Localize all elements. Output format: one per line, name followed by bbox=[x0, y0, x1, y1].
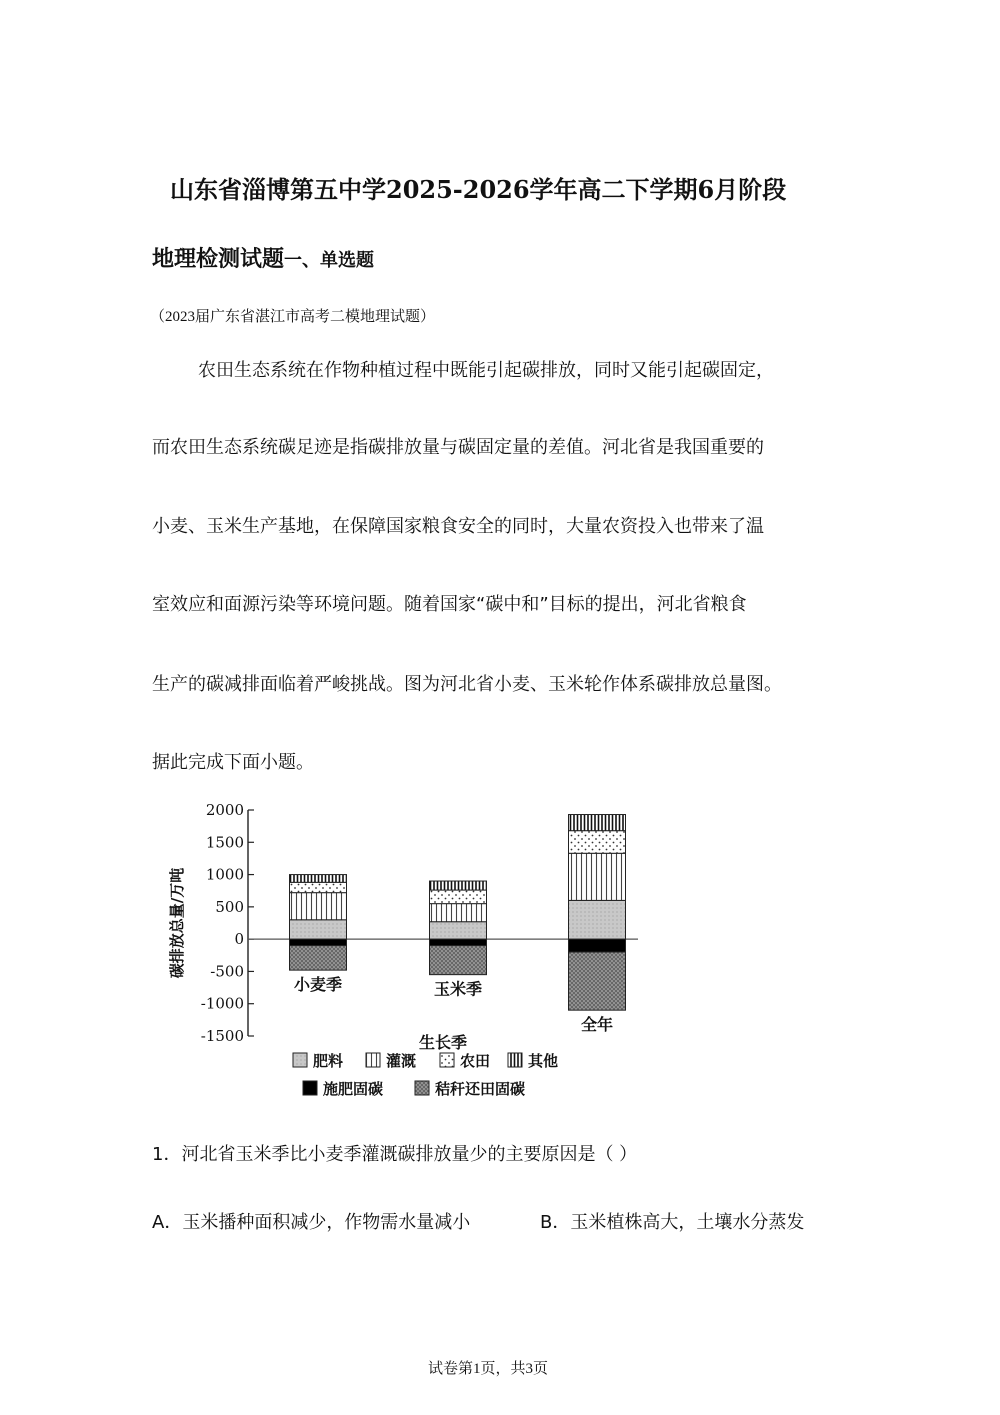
carbon-emission-chart bbox=[160, 795, 660, 1115]
question-source: （2023届广东省湛江市高考二模地理试题） bbox=[150, 309, 436, 325]
legend-label: 灌溉 bbox=[386, 1052, 417, 1070]
bar-segment bbox=[569, 853, 626, 900]
legend-label: 其他 bbox=[528, 1052, 559, 1070]
subtitle-text: 地理检测试题 bbox=[152, 246, 285, 272]
legend-swatch bbox=[303, 1081, 317, 1095]
legend-swatch bbox=[293, 1053, 307, 1067]
legend-label: 肥料 bbox=[313, 1052, 344, 1070]
bar-segment bbox=[430, 890, 487, 904]
legend-swatch bbox=[508, 1053, 522, 1067]
passage-line-2: 而农田生态系统碳足迹是指碳排放量与碳固定量的差值。河北省是我国重要的 bbox=[152, 437, 764, 458]
legend-label: 秸秆还田固碳 bbox=[435, 1080, 526, 1098]
y-tick-label: 500 bbox=[215, 897, 244, 916]
legend-label: 农田 bbox=[460, 1052, 491, 1070]
bar-segment bbox=[290, 920, 347, 939]
bar-segment bbox=[430, 939, 487, 945]
page-footer: 试卷第1页，共3页 bbox=[428, 1361, 549, 1377]
option-b[interactable]: B．玉米植株高大，土壤水分蒸发 bbox=[540, 1212, 805, 1233]
bar-segment bbox=[290, 939, 347, 945]
y-tick-label: 2000 bbox=[205, 801, 244, 819]
y-tick-label: -1000 bbox=[200, 994, 244, 1013]
passage-line-5: 生产的碳减排面临着严峻挑战。图为河北省小麦、玉米轮作体系碳排放总量图。 bbox=[152, 674, 782, 695]
bar-segment bbox=[569, 900, 626, 939]
bar-segment bbox=[569, 831, 626, 854]
legend-swatch bbox=[440, 1053, 454, 1067]
bar-segment bbox=[290, 946, 347, 971]
bar-segment bbox=[569, 952, 626, 1010]
y-axis-title: 碳排放总量/万吨 bbox=[168, 867, 186, 979]
category-label: 小麦季 bbox=[293, 975, 343, 995]
category-label: 全年 bbox=[580, 1015, 614, 1035]
legend-label: 施肥固碳 bbox=[323, 1080, 384, 1098]
passage-line-6: 据此完成下面小题。 bbox=[152, 752, 314, 773]
bar-segment bbox=[569, 815, 626, 831]
bar-segment bbox=[290, 875, 347, 883]
subtitle-line bbox=[152, 242, 374, 273]
legend-swatch bbox=[366, 1053, 380, 1067]
bar-segment bbox=[569, 939, 626, 952]
option-a[interactable]: A．玉米播种面积减少，作物需水量减小 bbox=[152, 1212, 471, 1233]
bar-segment bbox=[430, 946, 487, 975]
question-stem: 1．河北省玉米季比小麦季灌溉碳排放量少的主要原因是（ ） bbox=[152, 1144, 638, 1165]
passage-line-3: 小麦、玉米生产基地，在保障国家粮食安全的同时，大量农资投入也带来了温 bbox=[152, 516, 764, 537]
y-tick-label: 1500 bbox=[205, 833, 244, 852]
passage-line-4: 室效应和面源污染等环境问题。随着国家“碳中和”目标的提出，河北省粮食 bbox=[152, 594, 747, 615]
passage-line-1: 农田生态系统在作物种植过程中既能引起碳排放，同时又能引起碳固定， bbox=[198, 360, 774, 381]
page-title: 山东省淄博第五中学2025-2026学年高二下学期6月阶段 bbox=[170, 175, 787, 204]
category-label: 玉米季 bbox=[433, 979, 483, 999]
bar-segment bbox=[430, 881, 487, 890]
bar-segment bbox=[430, 922, 487, 939]
bar-segment bbox=[430, 904, 487, 922]
x-axis-title: 生长季 bbox=[418, 1033, 468, 1052]
y-tick-label: 1000 bbox=[205, 865, 244, 884]
bar-segment bbox=[290, 893, 347, 920]
section-heading: 一、单选题 bbox=[284, 250, 375, 271]
y-tick-label: -500 bbox=[210, 962, 244, 981]
bar-segment bbox=[290, 882, 347, 892]
y-tick-label: -1500 bbox=[200, 1027, 244, 1045]
y-tick-label: 0 bbox=[234, 930, 244, 949]
legend-swatch bbox=[415, 1081, 429, 1095]
